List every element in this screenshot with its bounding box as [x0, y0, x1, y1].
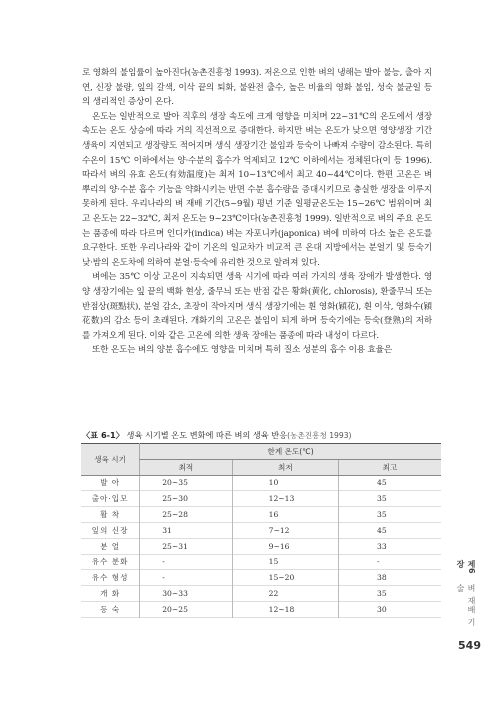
paragraph: 벼에는 35℃ 이상 고온이 지속되면 생육 시기에 따라 여러 가지의 생육 장애가 발생한다. 영양 생장기에는 잎 끝의 백화 현상, 줄무늬 또는 반점 같은 황화(黄化, chlorosis), 환줄무늬 또는 반점상(斑點状), 분얼 감소, 초장이 작아지며 생식 생장기에는 흰 영화(穎花), 흰 이삭, 영화수(穎花数)의 감소 등이 초래된다. 개화기의 고온은 불임이 되게 하며 등숙기에는 등숙(登熟)의 저하를 가져오게 된다. 이와 같은 고온에 의한 생육 장애는 품종에 따라 내성이 다르다. [82, 272, 432, 341]
cell-stage: 발 아 [100, 478, 121, 488]
cell-optimal: 20~25 [140, 601, 232, 617]
cell-optimal: 25~31 [140, 538, 232, 554]
cell-minimum: 15~20 [232, 570, 338, 586]
cell-stage: 잎의 신장 [91, 525, 129, 535]
cell-minimum: 16 [232, 507, 338, 523]
header-optimal: 최적 [140, 459, 232, 475]
cell-minimum: 15 [232, 554, 338, 570]
cell-stage: 출아·입모 [91, 494, 129, 504]
page-number: 549 [458, 639, 481, 652]
cell-maximum: 45 [339, 522, 441, 538]
cell-optimal: 20~35 [140, 475, 232, 491]
cell-stage: 활 착 [100, 510, 121, 520]
temperature-table [81, 443, 441, 618]
body-text [82, 66, 432, 358]
header-limit-temperature: 한계 온도(℃) [140, 444, 441, 460]
cell-stage: 유수 형성 [91, 573, 129, 583]
cell-maximum: 35 [339, 507, 441, 523]
cell-optimal: 25~28 [140, 507, 232, 523]
chapter-side-tab [456, 560, 477, 630]
table-header-row [81, 444, 441, 460]
cell-minimum: 12~13 [232, 491, 338, 507]
table-caption-text: 생육 시기별 온도 변화에 따른 벼의 생육 반응 [126, 430, 288, 440]
cell-maximum: 33 [339, 538, 441, 554]
table-row [81, 507, 441, 523]
table-row [81, 491, 441, 507]
table-caption-source: (농촌진흥청 1993) [287, 431, 352, 440]
chapter-number: 제6장 [456, 560, 476, 574]
cell-maximum: - [339, 554, 441, 570]
cell-minimum: 10 [232, 475, 338, 491]
cell-stage: 등 숙 [100, 604, 121, 614]
table-row [81, 554, 441, 570]
cell-minimum: 12~18 [232, 601, 338, 617]
cell-maximum: 30 [339, 601, 441, 617]
cell-optimal: 30~33 [140, 586, 232, 602]
cell-minimum: 22 [232, 586, 338, 602]
table-row [81, 475, 441, 491]
table-row [81, 570, 441, 586]
cell-stage: 유수 분화 [91, 557, 129, 567]
table-row [81, 522, 441, 538]
paragraph: 온도는 일반적으로 발아 직후의 생장 속도에 크게 영향을 미치며 22~31℃의 온도에서 생장 속도는 온도 상승에 따라 거의 직선적으로 증대한다. 하지만 벼는 온도가 낮으면 영양생장 기간 생육이 지연되고 생장량도 적어지며 생식 생장기간 불임과 등숙이 나빠져 수량이 감소된다. 특히 수온이 15℃ 이하에서는 양·수분의 흡수가 억제되고 12℃ 이하에서는 정체된다(이 등 1996). 따라서 벼의 유효 온도(有効温度)는 최저 10~13℃에서 최고 40~44℃이다. 한편 고온은 벼 뿌리의 양·수분 흡수 기능을 약화시키는 반면 수분 흡수량을 증대시키므로 충실한 생장을 이루지 못하게 된다. 우리나라의 벼 재배 기간(5~9월) 평년 기준 일평균온도는 15~26℃ 범위이며 최고 온도는 22~32℃, 최저 온도는 9~23℃이다(농촌진흥청 1999). 일반적으로 벼의 주요 온도는 품종에 따라 다르며 인디카(indica) 벼는 자포니카(japonica) 벼에 비하여 다소 높은 온도를 요구한다. 또한 우리나라와 같이 기온의 일교차가 비교적 큰 온대 지방에서는 분얼기 및 등숙기 낮·밤의 온도차에 의하여 분얼·등숙에 유리한 것으로 알려져 있다. [82, 111, 432, 268]
paragraph: 로 영화의 불임률이 높아진다(농촌진흥청 1993). 저온으로 인한 벼의 냉해는 발아 불능, 출아 지연, 신장 불량, 잎의 갈색, 이삭 끝의 퇴화, 불완전 출수, 높은 비율의 영화 불임, 성숙 불균일 등의 생리적인 증상이 온다. [82, 68, 432, 108]
header-stage: 생육 시기 [81, 444, 140, 476]
table-row [81, 601, 441, 617]
table-caption [82, 430, 442, 441]
cell-stage: 개 화 [100, 589, 121, 599]
cell-stage: 분 얼 [100, 541, 121, 551]
cell-optimal: 31 [140, 522, 232, 538]
header-maximum: 최고 [339, 459, 441, 475]
cell-optimal: - [140, 554, 232, 570]
cell-maximum: 38 [339, 570, 441, 586]
table-row [81, 538, 441, 554]
header-minimum: 최저 [232, 459, 338, 475]
cell-maximum: 35 [339, 491, 441, 507]
cell-maximum: 45 [339, 475, 441, 491]
cell-maximum: 35 [339, 586, 441, 602]
cell-optimal: 25~30 [140, 491, 232, 507]
table-caption-number: 〈표 6-1〉 [82, 430, 124, 440]
chapter-title: 벼 재배 기술 [456, 584, 476, 628]
cell-minimum: 9~16 [232, 538, 338, 554]
table-row [81, 586, 441, 602]
cell-optimal: - [140, 570, 232, 586]
cell-minimum: 7~12 [232, 522, 338, 538]
paragraph: 또한 온도는 벼의 양분 흡수에도 영향을 미치며 특히 질소 성분의 흡수 이용 효율은 [92, 345, 392, 356]
